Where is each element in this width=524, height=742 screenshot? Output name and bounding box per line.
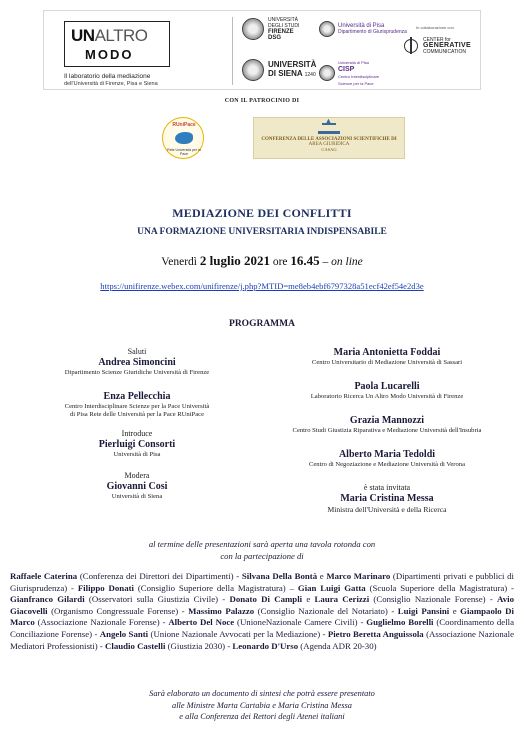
speaker-name: Alberto Maria Tedoldi	[338, 449, 436, 460]
participant-name: Claudio Castelli	[105, 640, 166, 651]
participant-affiliation: (UnioneNazionale Camere Civili) -	[234, 617, 367, 628]
event-date: Venerdì 2 luglio 2021 ore 16.45 – on line	[161, 253, 363, 268]
participant-name: Silvana Della Bontà	[241, 571, 318, 581]
unifi-seal-icon	[242, 18, 264, 40]
participant-name: Luigi Pansini	[397, 605, 450, 616]
participant-name: Leonardo D'Urso	[232, 640, 299, 651]
speaker-name: Grazia Mannozzi	[349, 415, 425, 426]
unaltromodo-logo	[64, 21, 214, 87]
round-table-intro: al termine delle presentazioni sarà aperta una tavola rotonda con con la partecipazione di	[148, 539, 376, 561]
speaker-affiliation: Centro Universitario di Mediazione Università di Sassari	[311, 359, 463, 366]
speaker-affiliation: Università di Pisa	[113, 451, 161, 458]
participants-list	[10, 571, 514, 652]
participant-affiliation: e	[302, 594, 315, 605]
unisi-logo: UNIVERSITÀ DI SIENA 1240	[242, 59, 316, 81]
participant-affiliation: e	[317, 571, 327, 581]
closing-note: Sarà elaborato un documento di sintesi che potrà essere presentato alle Ministre Marta Cartabia e Maria Cristina Messa e alla Conferenza dei Rettori degli Atenei italiani	[149, 689, 375, 721]
speaker-affiliation: Università di Siena	[111, 493, 163, 500]
unisi-seal-icon	[242, 59, 264, 81]
role-invited: è stata invitata	[363, 483, 411, 492]
participant-affiliation: (Agenda ADR 20-30)	[298, 640, 377, 651]
participant-name: Pietro Beretta Anguissola	[327, 628, 424, 639]
participant-affiliation: (Unione Nazionale Avvocati per la Mediazione) -	[148, 628, 328, 639]
speaker-name: Maria Antonietta Foddai	[333, 347, 441, 358]
collaboration-label: In collaborazione con	[416, 25, 454, 30]
role-introduce: Introduce	[121, 429, 153, 438]
logo-line2: MODO	[85, 47, 134, 62]
event-title: MEDIAZIONE DEI CONFLITTI	[172, 206, 352, 220]
participant-affiliation: (Coordinamento della Conciliazione Forense) -	[10, 617, 514, 639]
participant-affiliation: (Organismo Congressuale Forense) -	[47, 605, 189, 616]
speaker-name: Maria Cristina Messa	[340, 493, 434, 504]
logo-box	[64, 21, 170, 67]
speaker-affiliation: Centro Interdisciplinare Scienze per la Pace Università	[64, 403, 210, 410]
participant-affiliation: (Consiglio Superiore della Magistratura) –	[133, 582, 298, 593]
participant-name: Gianfranco Gilardi	[10, 594, 85, 605]
participant-affiliation: (Consiglio Nazionale del Notariato) -	[254, 605, 398, 616]
speaker-name: Pierluigi Consorti	[98, 439, 176, 450]
participant-affiliation: (Associazione Nazionale Mediatori Professionisti) -	[10, 628, 514, 651]
unifi-logo: UNIVERSITÀ DEGLI STUDI FIRENZE DSG	[242, 17, 299, 41]
speaker-name: Paola Lucarelli	[354, 381, 420, 392]
speaker-affiliation: Laboratorio Ricerca Un Altro Modo Università di Firenze	[310, 393, 464, 400]
speaker-affiliation: Centro Studi Giustizia Riparativa e Mediazione Università dell'Insubria	[292, 427, 482, 434]
participant-name: Avio Giacovelli	[10, 594, 514, 616]
cisp-logo: Università di Pisa CISP Centro Interdisciplinare Scienze per la Pace	[319, 59, 379, 87]
unipi-logo: Università di Pisa Dipartimento di Giurisprudenza	[319, 21, 407, 37]
participant-affiliation: (Consiglio Nazionale Forense) -	[369, 594, 498, 605]
participant-affiliation: (Dipartimenti privati e pubblici di Giurisprudenza) -	[10, 571, 514, 593]
webex-link[interactable]: https://unifirenze.webex.com/unifirenze/j.php?MTID=me8eb4ebf6797328a51ecf42ef54e2d3e	[100, 281, 424, 291]
dove-icon	[175, 132, 193, 144]
participant-name: Giampaolo Di Marco	[10, 605, 514, 628]
cgc-logo: CENTER for GENERATIVE COMMUNICATION	[404, 37, 471, 55]
participant-name: Laura Cerizzi	[314, 594, 370, 605]
participant-name: Massimo Palazzo	[188, 605, 255, 616]
participant-name: Filippo Donati	[77, 582, 134, 593]
participant-name: Alberto Del Noce	[168, 617, 235, 628]
event-subtitle: UNA FORMAZIONE UNIVERSITARIA INDISPENSABILE	[137, 227, 387, 237]
header-banner	[43, 10, 481, 90]
speaker-name: Enza Pellecchia	[103, 391, 171, 402]
programme-right-column	[262, 347, 512, 515]
participant-name: Raffaele Caterina	[10, 571, 78, 581]
unipi-seal-icon	[319, 21, 335, 37]
participant-name: Gian Luigi Gatta	[297, 582, 366, 593]
participant-affiliation: (Giustizia 2030) -	[165, 640, 233, 651]
cgc-symbol-icon	[404, 39, 418, 53]
speaker-name: Giovanni Cosi	[106, 481, 168, 492]
header-divider	[232, 17, 233, 85]
speaker-affiliation: Centro di Negoziazione e Mediazione Università di Verona	[308, 461, 466, 468]
participant-affiliation: (Associazione Nazionale Forense) -	[34, 617, 169, 628]
speaker-affiliation: Ministra dell'Università e della Ricerca	[327, 505, 447, 514]
speaker-affiliation: di Pisa Rete delle Università per la Pace RUniPace	[69, 411, 205, 418]
programme-left-column	[12, 347, 262, 501]
programme-heading: PROGRAMMA	[229, 319, 295, 329]
participant-affiliation: (Conferenza dei Direttori dei Dipartimenti) -	[77, 571, 242, 581]
participant-name: Donato Di Campli	[229, 594, 303, 605]
cisp-seal-icon	[319, 65, 335, 81]
patronage-label: CON IL PATROCINIO DI	[224, 98, 300, 104]
logo-line1: UNALTRO	[71, 26, 148, 45]
participant-name: Marco Marinaro	[326, 571, 391, 581]
casag-logo: ▲ CONFERENZA DELLE ASSOCIAZIONI SCIENTIFICHE DI AREA GIURIDICA CASAG	[253, 117, 405, 159]
temple-icon	[318, 121, 340, 135]
role-saluti: Saluti	[127, 347, 147, 356]
speaker-name: Andrea Simoncini	[98, 357, 176, 368]
role-modera: Modera	[124, 471, 150, 480]
speaker-affiliation: Dipartimento Scienze Giuridiche Università di Firenze	[64, 369, 210, 376]
participant-affiliation: e	[449, 605, 461, 616]
logo-subtitle: Il laboratorio della mediazione	[64, 73, 151, 80]
runipace-logo: RUniPace Rete Università per la Pace	[162, 117, 204, 159]
participant-affiliation: (Osservatori sulla Giustizia Civile) -	[84, 594, 230, 605]
participant-affiliation: (Scuola Superiore della Magistratura) -	[365, 582, 514, 593]
participant-name: Guglielmo Borelli	[366, 617, 434, 628]
participant-name: Angelo Santi	[99, 628, 149, 639]
logo-subtitle-2: dell'Università di Firenze, Pisa e Siena	[64, 81, 158, 87]
